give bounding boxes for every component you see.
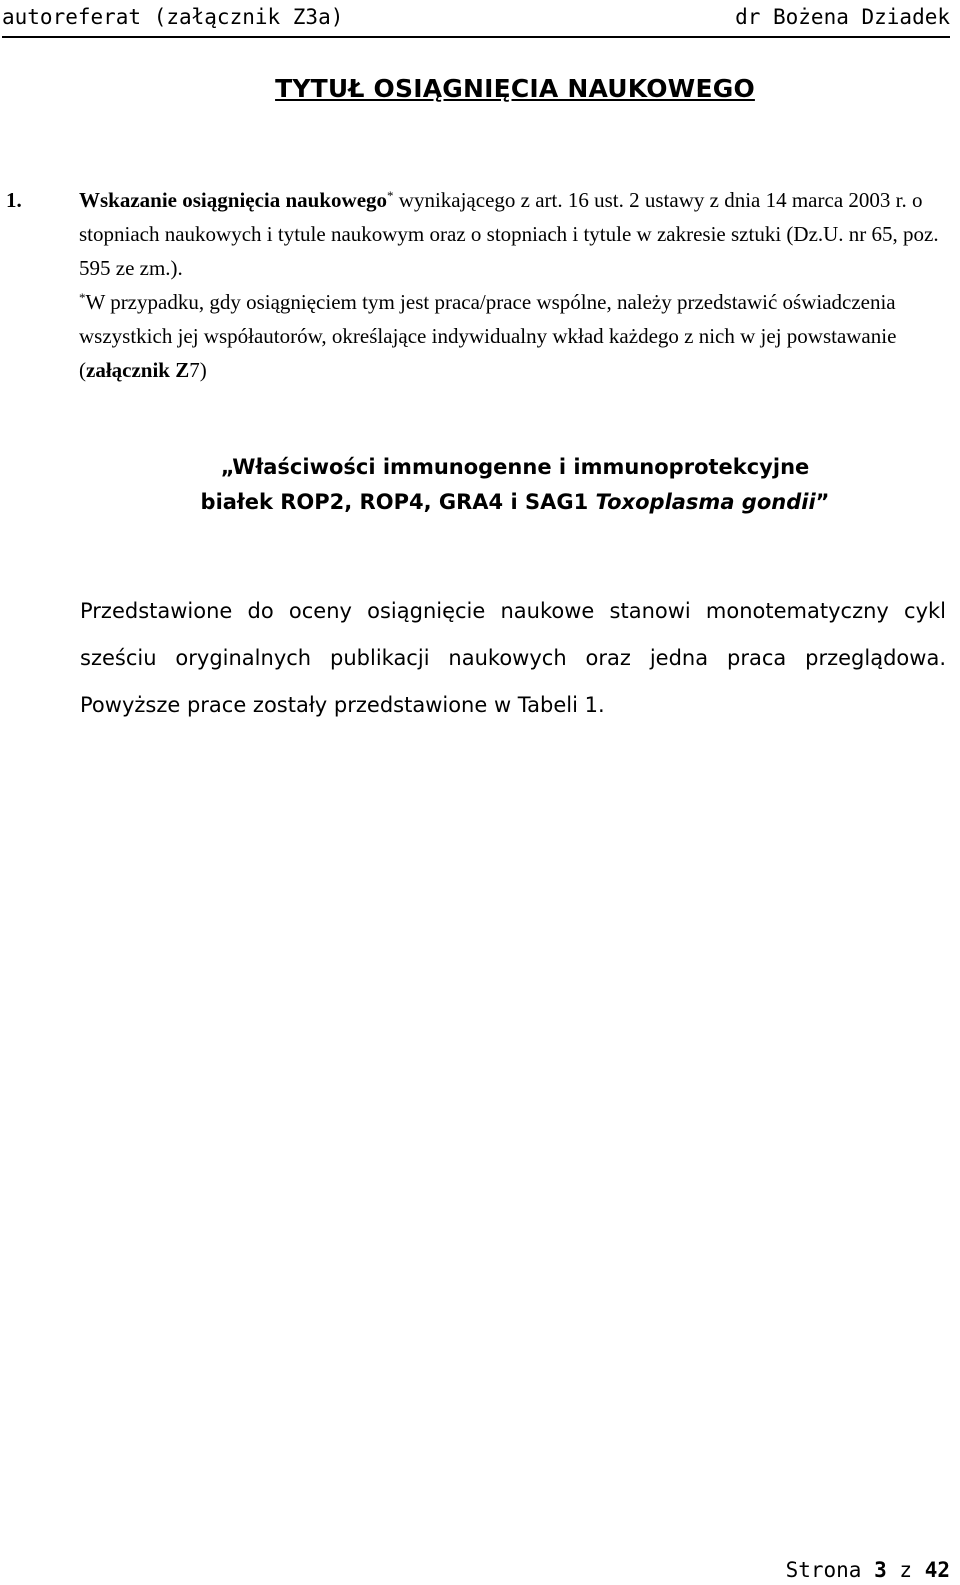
achievement-title [0,450,960,520]
section-body [79,183,946,285]
footnote-asterisk: * [79,290,86,305]
footer-page-number: 3 [874,1558,887,1582]
header-document-label: autoreferat (załącznik Z3a) [2,5,344,29]
footnote-marker: * [387,188,394,203]
footnote [79,285,946,387]
running-header [2,2,950,38]
summary-paragraph: Przedstawione do oceny osiągnięcie naukowe stanowi monotematyczny cykl sześciu oryginalnych publikacji naukowych oraz jedna praca przeglądowa. Powyższe prace zostały przedstawione w Tabeli 1. [80,599,946,717]
footer-total-pages: 42 [924,1558,950,1582]
section-number: 1. [6,188,22,212]
footnote-suffix: 7) [189,358,207,382]
achievement-title-line-1: „Właściwości immunogenne i immunoprotekcyjne [220,455,810,479]
achievement-title-line-2 [0,485,960,520]
footer-middle: z [886,1558,925,1582]
header-author: dr Bożena Dziadek [735,5,950,29]
achievement-title-quote: ” [815,490,830,514]
achievement-title-species: Toxoplasma gondii [595,490,816,514]
document-title: TYTUŁ OSIĄGNIĘCIA NAUKOWEGO [275,74,755,103]
section-lead: Wskazanie osiągnięcia naukowego [79,188,388,212]
page-footer [786,1555,950,1585]
section-1 [6,183,946,387]
footer-prefix: Strona [785,1558,875,1582]
achievement-title-proteins: białek ROP2, ROP4, GRA4 i SAG1 [200,490,596,514]
section-text: wynikającego z art. 16 ust. 2 ustawy z dnia 14 marca 2003 r. o stopniach naukowych i tytule naukowym oraz o stopniach i tytule w zakresie sztuki (Dz.U. nr 65, poz. 595 ze zm.). [79,188,939,280]
footnote-text: W przypadku, gdy osiągnięciem tym jest praca/prace wspólne, należy przedstawić oświadczenia wszystkich jej współautorów, określające indywidualny wkład każdego z nich w jej powstawanie ( [79,290,897,382]
footnote-attachment: załącznik Z [86,358,190,382]
